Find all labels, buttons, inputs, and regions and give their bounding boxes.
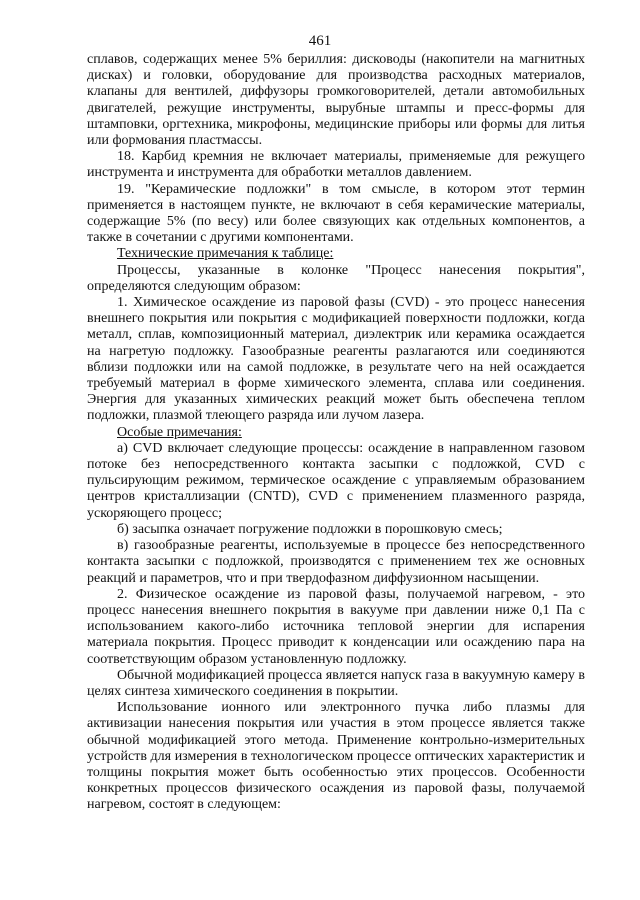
heading-special-notes: Особые примечания:	[117, 424, 242, 440]
paragraph-note-19: 19. "Керамические подложки" в том смысле, в котором этот термин применяется в настоящем пункте, не включают в себя керамические материалы, содержащие 5% (по весу) или более связующих как отдельных компонентов, а также в сочетании с другими компонентами.	[87, 181, 585, 246]
paragraph-cvd-definition: 1. Химическое осаждение из паровой фазы (CVD) - это процесс нанесения внешнего покрытия или покрытия с модификацией поверхности подложки, когда металл, сплав, композиционный материал, диэлектрик или керамика осаждается на нагретую подложку. Газообразные реагенты разлагаются или соединяются вблизи подложки или на самой подложке, в результате чего на ней осаждается требуемый материал в форме химического элемента, сплава или соединения. Энергия для указанных химических реакций может быть обеспечена теплом подложки, плазмой тлеющего разряда или лучом лазера.	[87, 295, 585, 424]
heading-technical-notes: Технические примечания к таблице:	[117, 246, 334, 262]
paragraph-gas-modification: Обычной модификацией процесса является напуск газа в вакуумную камеру в целях синтеза химического соединения в покрытии.	[87, 667, 585, 699]
paragraph-note-a: а) CVD включает следующие процессы: осаждение в направленном газовом потоке без непосредственного контакта засыпки с подложкой, CVD с пульсирующим режимом, термическое осаждение с управляемым образованием центров кристаллизации (CNTD), CVD с применением плазменного разряда, ускоряющего процесс;	[87, 440, 585, 521]
page-body	[87, 52, 585, 814]
paragraph-note-18: 18. Карбид кремния не включает материалы, применяемые для режущего инструмента и инструмента для обработки металлов давлением.	[87, 149, 585, 181]
paragraph-note-b: б) засыпка означает погружение подложки в порошковую смесь;	[117, 521, 503, 537]
paragraph-processes-intro: Процессы, указанные в колонке "Процесс нанесения покрытия", определяются следующим образом:	[87, 262, 585, 294]
page-number: 461	[308, 33, 332, 49]
paragraph-continuation: сплавов, содержащих менее 5% бериллия: дисководы (накопители на магнитных дисках) и головки, оборудование для производства расходных материалов, клапаны для вентилей, диффузоры громкоговорителей, детали автомобильных двигателей, режущие инструменты, вырубные штампы и пресс-формы для штамповки, оргтехника, микрофоны, медицинские приборы или формы для литья или формования пластмассы.	[87, 52, 585, 149]
paragraph-ion-beam-modification: Использование ионного или электронного пучка либо плазмы для активизации нанесения покрытия или участия в этом процессе является также обычной модификацией этого метода. Применение контрольно-измерительных устройств для измерения в технологическом процессе оптических характеристик и толщины покрытия может быть особенностью этих процессов. Особенности конкретных процессов физического осаждения из паровой фазы, получаемой нагревом, состоят в следующем:	[87, 700, 585, 813]
paragraph-note-c: в) газообразные реагенты, используемые в процессе без непосредственного контакта засыпки с подложкой, производятся с применением тех же основных реакций и параметров, что и при твердофазном диффузионном насыщении.	[87, 538, 585, 586]
paragraph-pvd-definition: 2. Физическое осаждение из паровой фазы, получаемой нагревом, - это процесс нанесения внешнего покрытия в вакууме при давлении ниже 0,1 Па с использованием какого-либо источника тепловой энергии для испарения материала покрытия. Процесс приводит к конденсации или осаждению пара на соответствующим образом установленную подложку.	[87, 586, 585, 667]
